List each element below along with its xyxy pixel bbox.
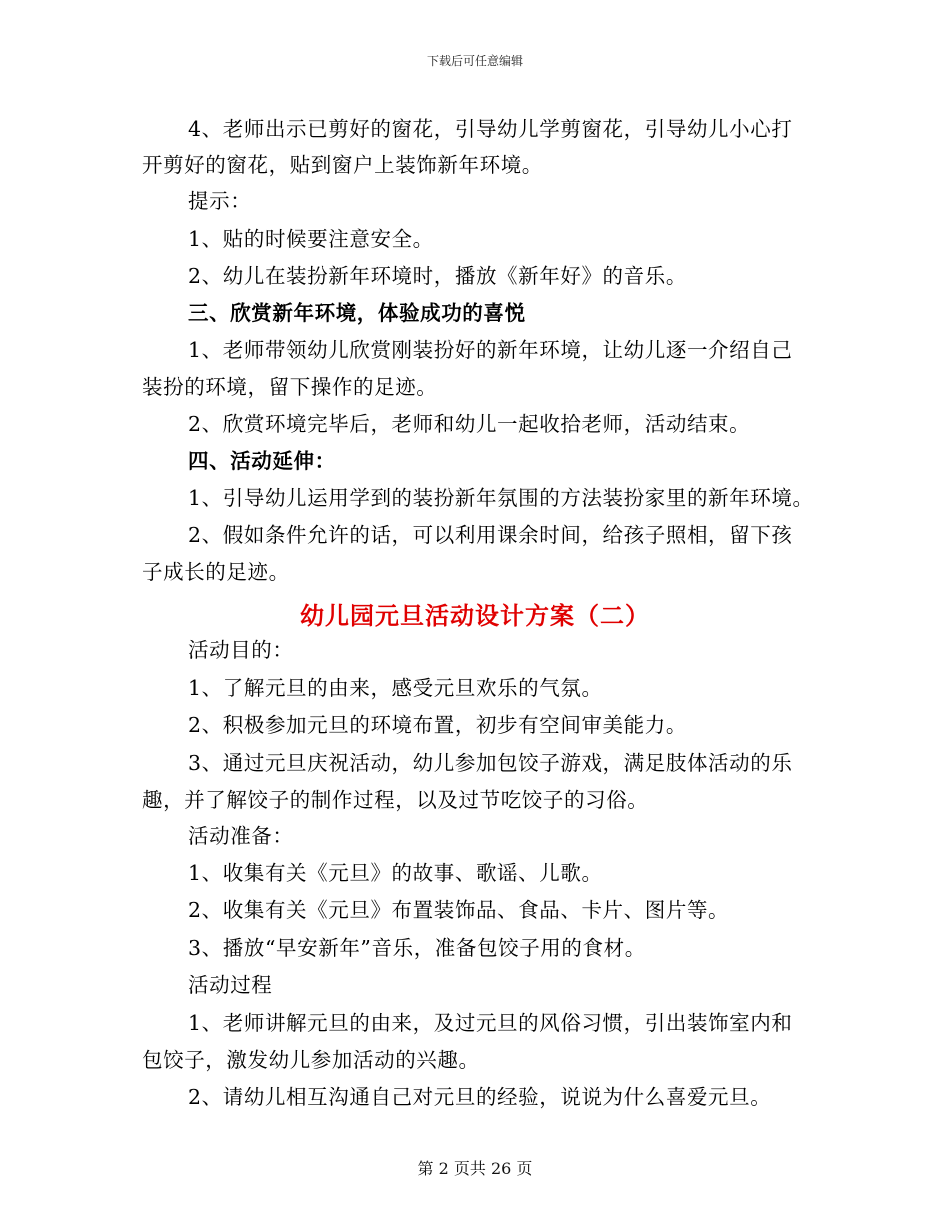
paragraph-line: 2、幼儿在装扮新年环境时，播放《新年好》的音乐。 [188, 264, 687, 288]
paragraph-line: 1、引导幼儿运用学到的装扮新年氛围的方法装扮家里的新年环境。 [188, 486, 814, 510]
goal-label: 活动目的： [188, 638, 294, 662]
paragraph-line: 4、老师出示已剪好的窗花，引导幼儿学剪窗花，引导幼儿小心打 [188, 117, 793, 141]
paragraph-line: 1、贴的时候要注意安全。 [188, 227, 434, 251]
paragraph-line: 趣，并了解饺子的制作过程，以及过节吃饺子的习俗。 [142, 788, 649, 812]
page-header: 下载后可任意编辑 [426, 54, 523, 68]
process-label: 活动过程 [188, 973, 273, 997]
document-title: 幼儿园元旦活动设计方案（二） [300, 601, 650, 630]
prep-label: 活动准备： [188, 824, 294, 848]
page-footer: 第 2 页共 26 页 [417, 1159, 533, 1178]
paragraph-line: 开剪好的窗花，贴到窗户上装饰新年环境。 [142, 153, 543, 177]
paragraph-line: 2、收集有关《元旦》布置装饰品、食品、卡片、图片等。 [188, 898, 730, 922]
paragraph-line: 1、老师讲解元旦的由来，及过元旦的风俗习惯，引出装饰室内和 [188, 1011, 793, 1035]
paragraph-line: 1、了解元旦的由来，感受元旦欢乐的气氛。 [188, 676, 603, 700]
paragraph-line: 包饺子，激发幼儿参加活动的兴趣。 [142, 1048, 480, 1072]
paragraph-line: 2、请幼儿相互沟通自己对元旦的经验，说说为什么喜爱元旦。 [188, 1085, 772, 1109]
paragraph-line: 2、假如条件允许的话，可以利用课余时间，给孩子照相，留下孩 [188, 523, 793, 547]
section-heading: 四、活动延伸： [188, 449, 336, 473]
section-heading: 三、欣赏新年环境，体验成功的喜悦 [188, 301, 526, 325]
paragraph-line: 3、通过元旦庆祝活动，幼儿参加包饺子游戏，满足肢体活动的乐 [188, 751, 793, 775]
paragraph-line: 1、老师带领幼儿欣赏刚装扮好的新年环境，让幼儿逐一介绍自己 [188, 338, 793, 362]
paragraph-line: 3、播放“早安新年”音乐，准备包饺子用的食材。 [188, 936, 646, 960]
tip-label: 提示： [188, 189, 252, 213]
paragraph-line: 2、欣赏环境完毕后，老师和幼儿一起收拾老师，活动结束。 [188, 412, 751, 436]
paragraph-line: 1、收集有关《元旦》的故事、歌谣、儿歌。 [188, 861, 603, 885]
paragraph-line: 子成长的足迹。 [142, 560, 290, 584]
paragraph-line: 2、积极参加元旦的环境布置，初步有空间审美能力。 [188, 713, 687, 737]
paragraph-line: 装扮的环境，留下操作的足迹。 [142, 375, 438, 399]
